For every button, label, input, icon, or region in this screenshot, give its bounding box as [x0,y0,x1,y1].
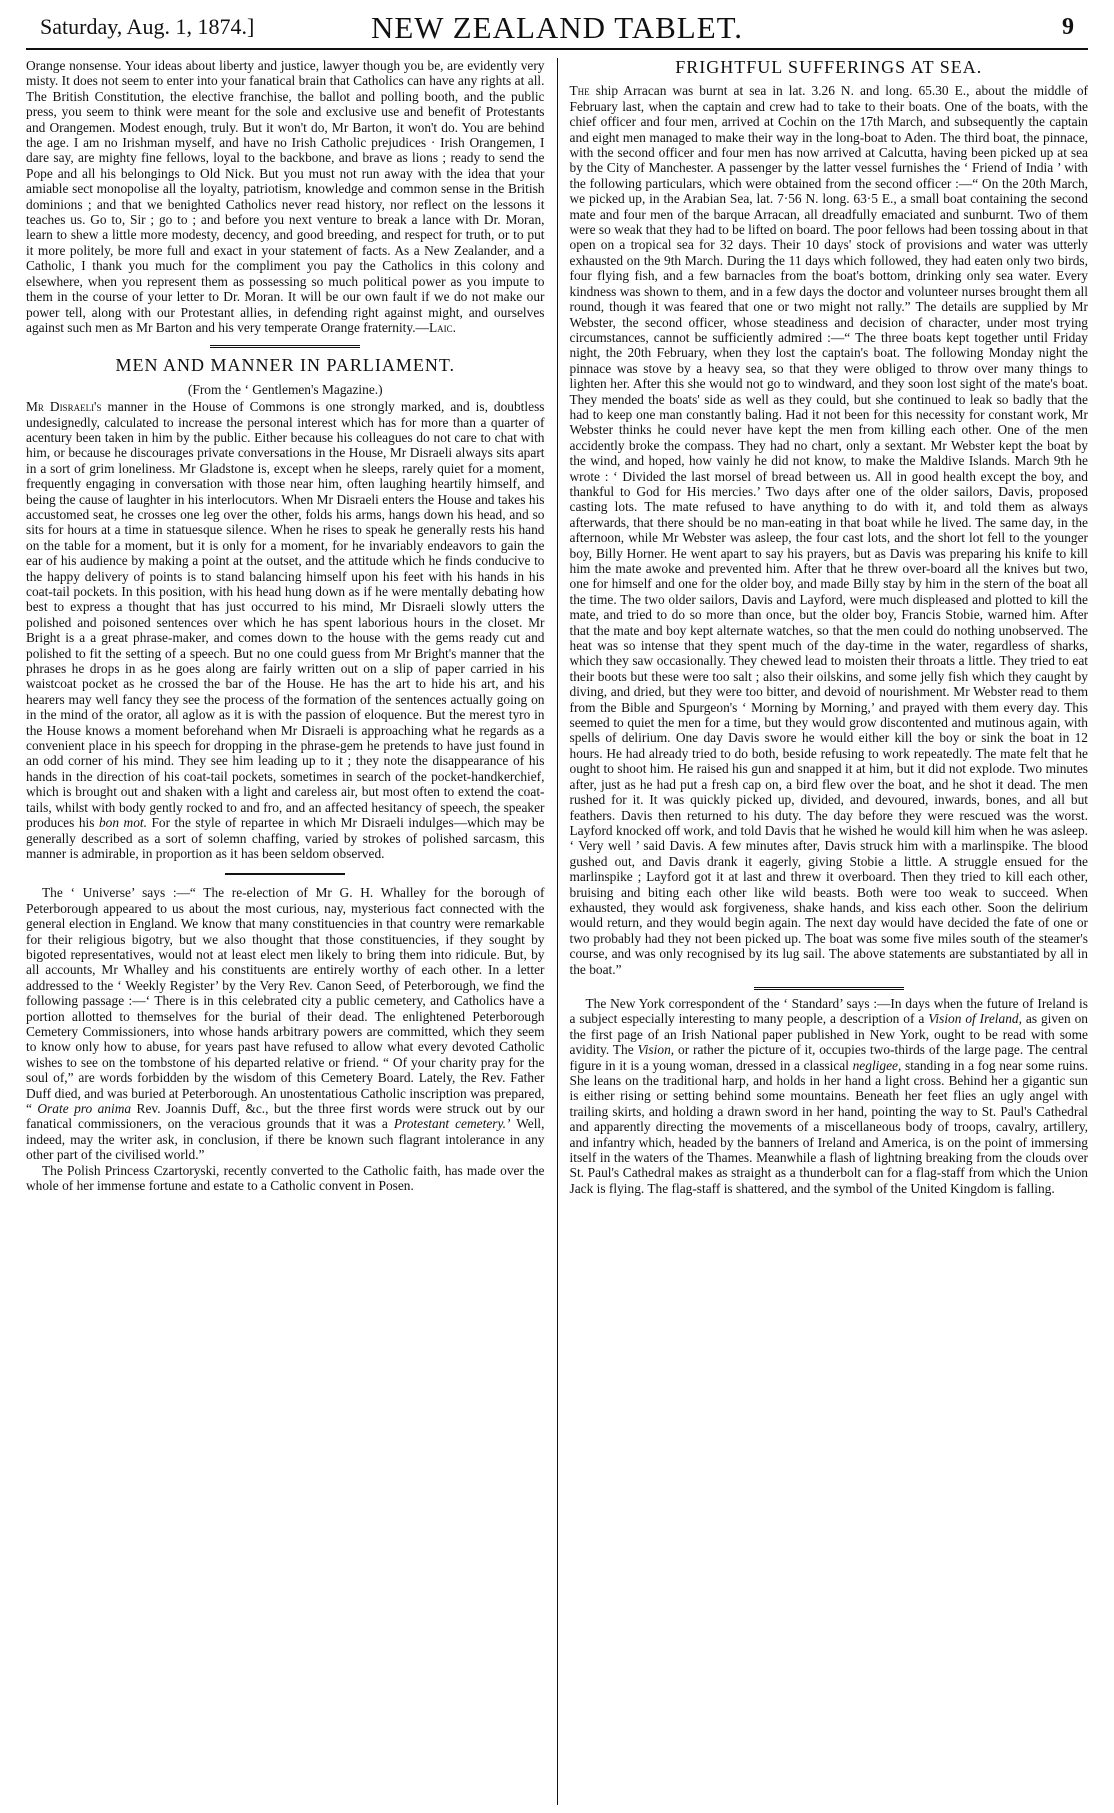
section-divider [754,987,904,990]
universe-text-3: Well, indeed, may the writer ask, in conclusion, if there be known such flagrant intolerance in any other part of the civilised world.” [26,1116,545,1163]
parliament-tail: For the style of repartee in which Mr Disraeli indulges—which may be generally described as a sort of solemn chaffing, varied by strokes of polished sarcasm, this manner is admirable, in proportion as it has been seldom observed. [26,815,545,861]
parliament-lead: Mr Disraeli's [26,399,102,415]
section-divider [210,345,360,348]
sea-heading: FRIGHTFUL SUFFERINGS AT SEA. [675,58,983,77]
universe-text-2: Rev. Joannis Duff, &c., but the three first words were struck out by our fanatical commissioners, on the veracious grounds that it was a [26,1101,545,1132]
newspaper-title: NEW ZEALAND TABLET. [370,10,744,45]
issue-date: Saturday, Aug. 1, 1874.] [40,14,255,39]
standard-text: The New York correspondent of the ‘ Standard’ says :—In days when the future of Ireland is a subject especially interesting to many people, a description of a [569,995,1088,1027]
universe-italic-2: Protestant cemetery.’ [393,1116,511,1132]
universe-paragraph [26,885,545,1162]
right-column [557,58,1089,1805]
letter-paragraph [26,58,545,335]
standard-text-2: as given on the first page of an Irish National paper published in New York, ought to be read with some avidity. The [569,1011,1088,1058]
standard-italic-2: Vision, [637,1042,675,1058]
parliament-heading: MEN AND MANNER IN PARLIAMENT. [115,355,455,376]
parliament-paragraph [26,399,545,861]
sea-body: ship Arracan was burnt at sea in lat. 3.26 N. and long. 65.30 E., about the middle of February last, when the captain and crew had to take to their boats. One of the boats, with the chief officer and four men, arrived at Cochin on the 17th March, and subsequently the captain and eight men managed to make their way in the long-boat to Aden. The third boat, the pinnace, with the second officer and four men has now arrived at Calcutta, having been picked up at sea by the City of Manchester. A passenger by the latter vessel furnishes the ‘ Friend of India ’ with the following particulars, which were obtained from the second officer :—“ On the 20th March, we picked up, in the Arabian Sea, lat. 7·56 N. long. 63·5 E., a small boat containing the second mate and four men of the barque Arracan, all dreadfully emaciated and sunburnt. Two of them were so weak that they had to be lifted on board. The poor fellows had been tossing about in that open on a tropical sea for 32 days. Their 10 days' stock of provisions and water was utterly exhausted on the 9th March. During the 11 days which followed, they had eaten only two birds, four flying fish, and a few barnacles from the boat's bottom, drinking only sea water. Every kindness was shown to them, and in a few days the doctor and volunteer nurses brought them all round, though it was feared that one or two might not rally.” The details are supplied by Mr Webster, the second officer, whose steadiness and decision of character, under most trying circumstances, cannot be sufficiently admired :—“ The three boats kept together until Friday night, the 20th February, when they lost the captain's boat. The following Monday night the pinnace was stove by a heavy sea, so that they were obliged to throw over many things to lighten her. After this she would not go to windward, and they soon lost sight of the mate's boat. They mended the boats' side as well as they could, but she continued to leak so badly that the had to keep one man constantly baling. Had it not been for this necessity for constant work, Mr Webster thinks he could never have kept the men from killing each other. One of the men accidently broke the compass. They had no chart, only a sextant. Mr Webster kept the boat by the wind, and hoped, how vainly he did not know, to make the Maldive Islands. March 9th he wrote : ‘ Divided the last morsel of bread between us. All in good health except the boy, and thankful to God for His mercies.’ Two days after one of the older sailors, Davis, proposed casting lots. The mate refused to have anything to do with it, and told them as always afterwards, that there should be no man-eating in that boat while he lived. The same day, in the afternoon, while Mr Webster was asleep, the four cast lots, and the short lot fell to the younger boy, Billy Horner. He went apart to say his prayers, but as Davis was preparing his knife to kill him the mate awoke and prevented him. After that he threw over-board all the knives but two, one for himself and one for the older boy, and made Billy stay by him in the stern of the boat all the time. The two older sailors, Davis and Layford, were much displeased and plotted to kill the mate, and tried to do so more than once, but the older boy, Francis Stobie, warned him. After that the mate and boy kept alternate watches, so that the men could do nothing unobserved. The heat was so intense that they spent much of the day-time in the water, regardless of sharks, which they saw occasionally. They chewed lead to moisten their throats a little. They tried to eat their boots but these were too salt ; also their oilskins, and some jelly fish which they caught by diving, and dried, but they were too bitter, and devoid of nourishment. Mr Webster read to them from the Bible and Spurgeon's ‘ Morning by Morning,’ and prayed with them every day. This seemed to quiet the men for a time, but they would grow discontented and mutinous again, with spells of delirium. One day Davis swore he would either kill the boy or sink the boat in 12 hours. He had already tried to do both, beside refusing to work repeatedly. The mate felt that he ought to shoot him. He raised his gun and snapped it at him, but it did not explode. Two minutes after, just as he had put a fresh cap on, a bird flew over the boat, and he shot it dead. The men rushed for it. It was quickly picked up, divided, and devoured, inwards, bones, and all but feathers. Davis then returned to his duty. The day before they were rescued was the worst. Layford knocked off work, and told Davis that he wished he would kill him when he was asleep. ‘ Very well ’ said Davis. A few minutes after, Davis struck him with a marlinspike. The blood gushed out, and Davis drank it eagerly, giving Stobie a little. A struggle ensued for the marlinspike ; Layford got it at last and threw it overboard. Then they tried to kill each other, bruising and biting each other like wild beasts. Both were too weak to succeed. When exhausted, they would ask forgiveness, shake hands, and kiss each other. Soon the delirium would return, and they would begin again. The next day would have decided the fate of one or two probably had they not been picked up. The boat was some five miles south of the steamer's course, and was only recognised by its lug sail. The above statements are substantiated by all in the boat.” [569,83,1088,977]
letter-signature: Laic. [428,319,456,335]
page-number: 9 [1062,14,1074,40]
parliament-body: manner in the House of Commons is one strongly marked, and is, doubtless undesignedly, calculated to increase the personal interest which has for more than a quarter of acentury been taken in him by the public. Either because his colleagues do not care to chat with him, or because he discourages private conversations in the House, Mr Disraeli always sits apart in a sort of grim loneliness. Mr Gladstone is, except when he sleeps, rarely quiet for a moment, frequently engaging in conversation with those near him, often laughing heartily himself, and being the cause of laughter in his interlocutors. When Mr Disraeli enters the House and takes his accustomed seat, he crosses one leg over the other, folds his arms, hangs down his head, and so sits for hours at a time in statuesque silence. When he rises to speak he generally rests his hand on the table for a moment, but it is only for a moment, for he invariably endeavors to gain the ear of his audience by making a point at the outset, and the attitude which he finds conducive to the happy delivery of points is to stand balancing himself upon his feet with his hands in his coat-tail pockets. In this position, with his head hung down as if he were mentally debating how best to express a thought that has just occurred to his mind, Mr Disraeli slowly utters the polished and poisoned sentences over which he has spent laborious hours in the closet. Mr Bright is a a great phrase-maker, and comes down to the house with the gems ready cut and polished to fit the setting of a speech. But no one could guess from Mr Bright's manner that the phrases he drops in as he goes along are fairly written out on a slip of paper carried in his waistcoat pocket as he crossed the bar of the House. He has the art to hide his art, and his hearers may well fancy they see the process of the formation of the sentences actually going on in the mind of the orator, all aglow as it is with the passion of eloquence. But the merest tyro in the House knows a moment beforehand when Mr Disraeli is approaching what he regards as a convenient place in his speech for dropping in the phrase-gem he pretends to have just found in an odd corner of his mind. They see him leading up to it ; they note the disappearance of his hands in the direction of his coat-tail pockets, sometimes in search of the pocket-handkerchief, which is brought out and shaken with a light and careless air, but most often to extend the coat-tails, whilst with body gently rocked to and fro, and an affected hesitancy of speech, the speaker produces his [26,399,545,831]
parliament-source: (From the ‘ Gentlemen's Magazine.) [187,381,383,397]
columns [26,58,1088,1805]
masthead [26,4,1088,50]
standard-text-4: standing in a fog near some ruins. She leans on the traditional harp, and holds in her hand a light cross. Behind her a gigantic sun is either rising or setting behind some mountains. Beneath her feet flies an ugly angel with trailing skirts, and holding a drawn sword in her hand, pointing the way to St. Paul's Cathedral and apparently directing the movements of a miscellaneous body of troops, cavalry, artillery, and infantry which, headed by the banners of Ireland and America, is on the point of immersing itself in the waters of the Thames. Meanwhile a flash of lightning breaking from the clouds over St. Paul's Cathedral makes as straight as a thunderbolt can for a flag-staff from which the Union Jack is flying. The flag-staff is shattered, and the symbol of the United Kingdom is falling. [569,1057,1088,1196]
parliament-italic: bon mot. [98,815,147,831]
sea-lead: The [569,83,590,99]
standard-italic-1: Vision of Ireland, [928,1011,1022,1027]
polish-paragraph: The Polish Princess Czartoryski, recently converted to the Catholic faith, has made over the whole of her immense fortune and estate to a Catholic convent in Posen. [26,1162,545,1194]
standard-italic-3: negligee, [852,1057,902,1073]
letter-text: Orange nonsense. Your ideas about liberty and justice, lawyer though you be, are evidently very misty. It does not seem to enter into your fanatical brain that Catholics can have any rights at all. The British Constitution, the elective franchise, the ballot and polling booth, and the public press, you seem to think were meant for the sole and exclusive use and benefit of Protestants and Orangemen. Modest enough, truly. But it won't do, Mr Barton, it won't do. You are behind the age. I am no Irishman myself, and have no Irish Catholic prejudices · Irish Orangemen, I dare say, are mighty fine fellows, loyal to the backbone, and brave as lions ; ready to send the Pope and all his belongings to Old Nick. But you must not run away with the idea that your amiable sect monopolise all the loyalty, patriotism, knowledge and common sense in the British dominions ; and that we benighted Catholics never read history, nor reflect on the lessons it teaches us. Go to, Sir ; go to ; and before you next venture to break a lance with Dr. Moran, learn to shew a little more modesty, decency, and good breeding, and respect for truth, or to put it more politely, be more full and exact in your statement of facts. As a New Zealander, and a Catholic, I thank you much for the compliment you pay the Catholics in this colony and elsewhere, when you represent them as possessing so much political power as you impute to them in the course of your letter to Dr. Moran. It will be our own fault if we do not make our power tell, along with our Protestant allies, in defending right against might, and ourselves against such men as Mr Barton and his very temperate Orange fraternity.— [26,58,545,335]
universe-text: The ‘ Universe’ says :—“ The re-election of Mr G. H. Whalley for the borough of Peterborough appeared to us about the most curious, nay, mysterious fact connected with the general election in England. We know that many constituencies in that country were remarkable for their religious bigotry, but we also thought that those constituencies, if they sought by bigoted representatives, would not at least elect men likely to bring them into ridicule. But, by all accounts, Mr Whalley and his constituents are entirely worthy of each other. In a letter addressed to the ‘ Weekly Register’ by the Very Rev. Canon Seed, of Peterborough, we find the following passage :—‘ There is in this celebrated city a public cemetery, and Catholics have a portion allotted to themselves for the burial of their dead. The enlightened Peterborough Cemetery Commissioners, into whose hands arbitrary powers are committed, which they seem to know only how to abuse, for years past have refused to allow what every devoted Catholic wishes to see on the tombstone of his departed relative or friend. “ Of your charity pray for the soul of,” are words forbidden by the wisdom of this Cemetery Board. Lately, the Rev. Father Duff died, and was buried at Peterborough. An unostentatious Catholic inscription was prepared, “ [26,885,545,1116]
section-divider [225,873,345,875]
standard-paragraph [570,996,1089,1196]
left-column [26,58,557,1805]
standard-text-3: or rather the picture of it, occupies two-thirds of the large page. The central figure in it is a young woman, dressed in a classical [569,1042,1088,1073]
universe-italic-1: Orate pro anima [37,1101,132,1116]
sea-paragraph [570,83,1089,977]
